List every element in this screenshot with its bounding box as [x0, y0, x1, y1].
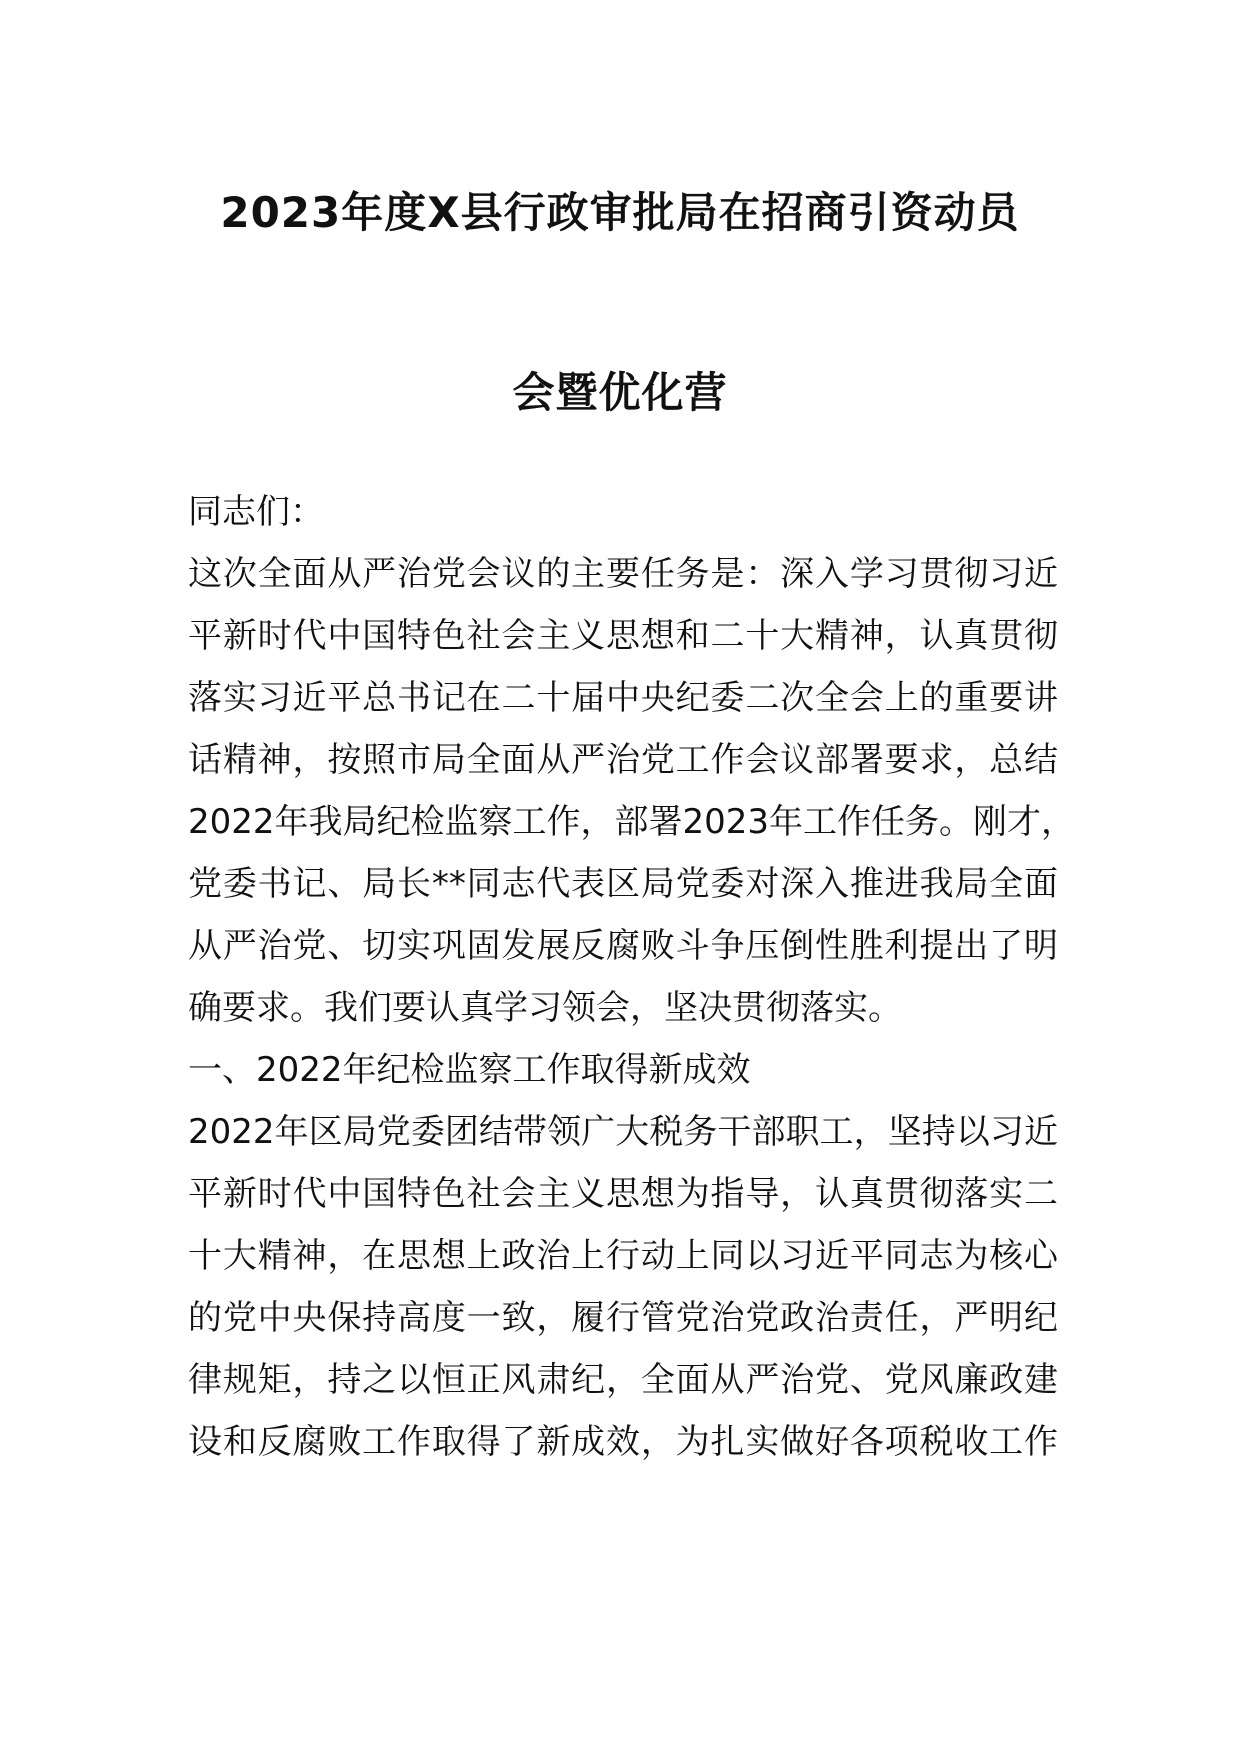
body-text-line: 平新时代中国特色社会主义思想和二十大精神，认真贯彻 — [188, 616, 1058, 656]
body-text-line: 话精神，按照市局全面从严治党工作会议部署要求，总结 — [188, 740, 1058, 780]
salutation-line: 同志们： — [188, 492, 324, 532]
body-text-line: 党委书记、局长**同志代表区局党委对深入推进我局全面 — [188, 864, 1058, 904]
body-text-line: 的党中央保持高度一致，履行管党治党政治责任，严明纪 — [188, 1298, 1058, 1338]
document-title-line-2: 会暨优化营 — [512, 368, 728, 417]
body-text-line: 律规矩，持之以恒正风肃纪，全面从严治党、党风廉政建 — [188, 1360, 1058, 1400]
document-title-line-1: 2023年度X县行政审批局在招商引资动员 — [220, 188, 1020, 237]
body-text-line: 从严治党、切实巩固发展反腐败斗争压倒性胜利提出了明 — [188, 926, 1058, 966]
body-text-line: 设和反腐败工作取得了新成效，为扎实做好各项税收工作 — [188, 1422, 1058, 1462]
body-text-line: 2022年我局纪检监察工作，部署2023年工作任务。刚才， — [188, 802, 1076, 842]
body-text-line: 确要求。我们要认真学习领会，坚决贯彻落实。 — [188, 988, 902, 1028]
body-text-line: 平新时代中国特色社会主义思想为指导，认真贯彻落实二 — [188, 1174, 1058, 1214]
body-text-line: 2022年区局党委团结带领广大税务干部职工，坚持以习近 — [188, 1112, 1058, 1152]
body-text-line: 落实习近平总书记在二十届中央纪委二次全会上的重要讲 — [188, 678, 1058, 718]
body-text-line: 这次全面从严治党会议的主要任务是：深入学习贯彻习近 — [188, 554, 1058, 594]
section-heading: 一、2022年纪检监察工作取得新成效 — [188, 1050, 751, 1090]
body-text-line: 十大精神，在思想上政治上行动上同以习近平同志为核心 — [188, 1236, 1058, 1276]
